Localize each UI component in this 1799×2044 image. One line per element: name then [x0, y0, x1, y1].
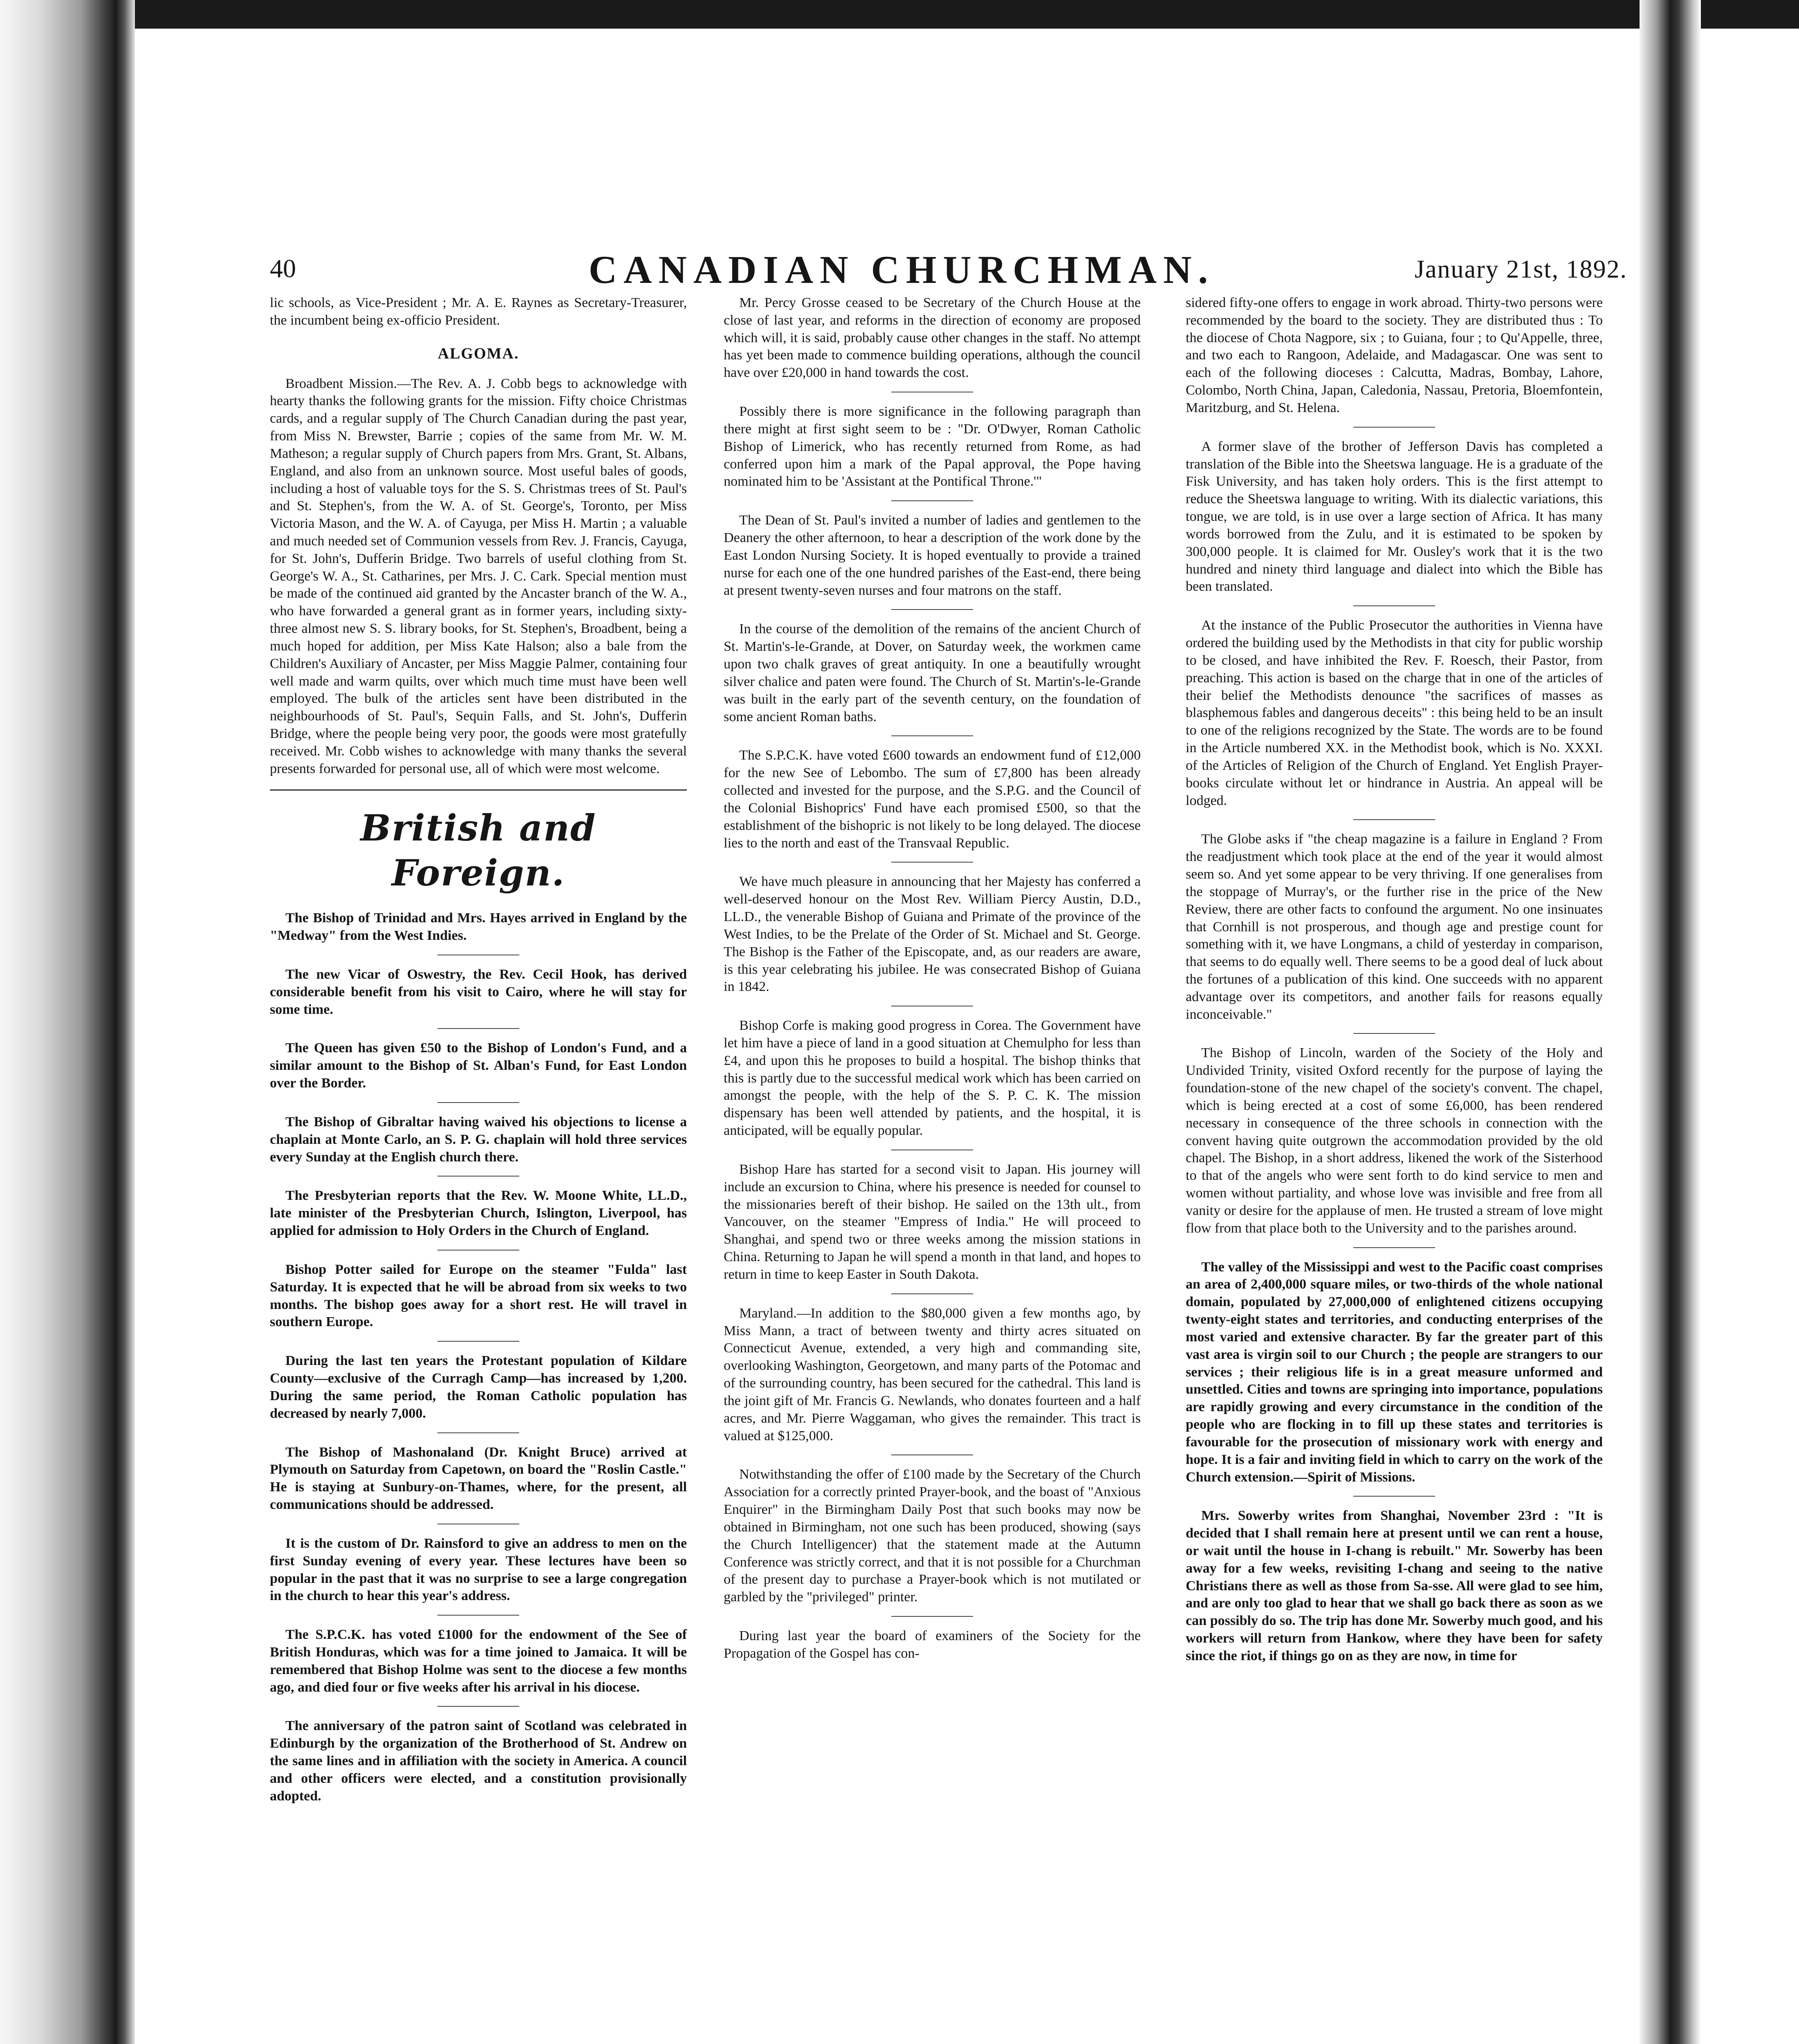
news-item: The anniversary of the patron saint of Scotland was celebrated in Edinburgh by the organization of the Brotherhood of St. Andrew on the same lines and in affiliation with the society in America. A council and other officers were elected, and a constitution provisionally adopted. [270, 1718, 687, 1804]
news-item: The Dean of St. Paul's invited a number of ladies and gentlemen to the Deanery the other afternoon, to hear a description of the work done by the East London Nursing Society. It is hoped eventually to provide a trained nurse for each one of the one hundred parishes of the East-end, there being at present twenty-seven nurses and four matrons on the staff. [724, 513, 1141, 598]
news-item: It is the custom of Dr. Rainsford to give an address to men on the first Sunday evening of every year. These lectures have been so popular in the past that it was no surprise to see a large congregation in the church to hear this year's address. [270, 1535, 687, 1604]
news-item: The Bishop of Trinidad and Mrs. Hayes arrived in England by the "Medway" from the West Indies. [270, 910, 687, 944]
news-item: Bishop Potter sailed for Europe on the steamer "Fulda" last Saturday. It is expected that he will be abroad from six weeks to two months. The bishop goes away for a short rest. He will travel in southern Europe. [270, 1262, 687, 1330]
news-item: sidered fifty-one offers to engage in work abroad. Thirty-two persons were recommended by the board to the society. They are distributed thus : To the diocese of Chota Nagpore, six ; to Guiana, four ; to Qu'Appelle, three, and two each to Rangoon, Adelaide, and Madagascar. One was sent to each of the following dioceses : Calcutta, Madras, Bombay, Lahore, Colombo, North China, Japan, Caledonia, Nassau, Pretoria, Bloemfontein, Maritzburg, and St. Helena. [1186, 295, 1603, 415]
item-divider [891, 609, 973, 610]
news-item: During last year the board of examiners of the Society for the Propagation of the Gospel has con- [724, 1628, 1141, 1661]
news-item: The Bishop of Gibraltar having waived his objections to license a chaplain at Monte Carlo, an S. P. G. chaplain will hold three services every Sunday at the English church there. [270, 1114, 687, 1165]
item-divider [891, 1293, 973, 1294]
news-item: At the instance of the Public Prosecutor the authorities in Vienna have ordered the building used by the Methodists in that city for public worship to be closed, and have inhibited the Rev. F. Roesch, their Pastor, from preaching. This action is based on the charge that in one of the articles of their belief the Methodists denounce "the sacrifices of masses as blasphemous fables and dangerous deceits" : this being held to be an insult to one of the religions recognized by the State. The words are to be found in the Article numbered XX. in the Methodist book, which is No. XXXI. of the Articles of Religion of the Church of England. Yet English Prayer-books circulate without let or hindrance in Austria. An appeal will be lodged. [1186, 618, 1603, 808]
news-item: The Globe asks if "the cheap magazine is a failure in England ? From the readjustment which took place at the end of the year it would almost seem so. And yet some appear to be very thriving. If one generalises from the stoppage of Murray's, or the further rise in the price of the New Review, there are other facts to confound the argument. No one insinuates that Cornhill is not prosperous, and though age and prestige count for something with it, we have Longmans, a child of yesterday in comparison, that seems to do equally well. There seems to be a good deal of luck about the fortunes of a publication of this kind. One succeeds with no apparent advantage over its competitors, and another fails for reasons equally inconceivable." [1186, 831, 1603, 1022]
right-binding-shadow [1640, 0, 1701, 2044]
algoma-heading: ALGOMA. [437, 345, 519, 362]
news-item: Maryland.—In addition to the $80,000 given a few months ago, by Miss Mann, a tract of between twenty and thirty acres situated on Connecticut Avenue, extended, a very high and commanding site, overlooking Washington, Georgetown, and many parts of the Potomac and of the surrounding country, has been secured for the cathedral. This land is the joint gift of Mr. Francis G. Newlands, who donates fourteen and a half acres, and Mr. Pierre Waggaman, who gives the remainder. This tract is valued at $125,000. [724, 1305, 1141, 1443]
news-item: The Presbyterian reports that the Rev. W. Moone White, LL.D., late minister of the Presbyterian Church, Islington, Liverpool, has applied for admission to Holy Orders in the Church of England. [270, 1188, 687, 1239]
item-divider [1353, 819, 1435, 820]
section-rule [270, 789, 687, 791]
british-foreign-items [270, 910, 687, 1805]
algoma-article: Broadbent Mission.—The Rev. A. J. Cobb begs to acknowledge with hearty thanks the following grants for the mission. Fifty choice Christmas cards, and a regular supply of The Church Canadian during the past year, from Miss N. Brewster, Barrie ; copies of the same from Mr. W. M. Matheson; a regular supply of Church papers from Mrs. Grant, St. Albans, England, and also from an unknown source. Most useful bales of goods, including a host of valuable toys for the S. S. Christmas trees of St. Paul's and St. Stephen's, from the W. A. of St. George's, Toronto, per Miss Victoria Mason, and the W. A. of Cayuga, per Miss H. Martin ; a valuable and much needed set of Communion vessels from Rev. J. Francis, Cayuga, for St. John's, Dufferin Bridge. Two barrels of useful clothing from St. George's W. A., St. Catharines, per Mrs. J. C. Cark. Special mention must be made of the continued aid granted by the Ancaster branch of the W. A., who have forwarded a general grant as in former years, including sixty-three almost new S. S. library books, for St. Stephen's, Broadbent, being a much hoped for addition, per Miss Kate Halson; also a bale from the Children's Auxiliary of Ancaster, per Miss Maggie Palmer, containing four well made and warm quilts, over which much time must have been well employed. The bulk of the articles sent have been distributed in the neighbourhoods of St. Paul's, Sequin Falls, and St. John's, Dufferin Bridge, where the people being very poor, the goods were most gratefully received. Mr. Cobb wishes to acknowledge with many thanks the several presents forwarded for personal use, all of which were most welcome. [270, 376, 687, 776]
item-divider [437, 1432, 519, 1433]
news-item: Bishop Hare has started for a second visit to Japan. His journey will include an excursion to China, where his presence is needed for counsel to the missionaries bereft of their bishop. He sailed on the 13th ult., from Vancouver, on the steamer "Empress of India." He will proceed to Shanghai, and spend two or three weeks among the mission stations in China. Returning to Japan he will spend a month in that land, and hopes to return in time to keep Easter in South Dakota. [724, 1161, 1141, 1282]
item-divider [1353, 427, 1435, 428]
item-divider [437, 1250, 519, 1251]
news-item: The S.P.C.K. has voted £1000 for the endowment of the See of British Honduras, which was for a time joined to Jamaica. It will be remembered that Bishop Holme was sent to the diocese a few months ago, and died four or five weeks after his arrival in his diocese. [270, 1627, 687, 1695]
column-3 [1186, 294, 1603, 1675]
column-1 [270, 294, 687, 1815]
left-binding-shadow [0, 0, 135, 2044]
item-divider [891, 500, 973, 501]
item-divider [891, 735, 973, 736]
item-divider [1353, 1247, 1435, 1248]
news-item: Bishop Corfe is making good progress in Corea. The Government have let him have a piece of land in a good situation at Chemulpho for less than £4, and upon this he proposes to build a hospital. The bishop thinks that this is partly due to the successful medical work which has been carried on amongst the people, with the help of the S. P. C. K. The mission dispensary has been well attended by patients, and the hospital, it is anticipated, will be equally popular. [724, 1018, 1141, 1139]
item-divider [891, 1616, 973, 1617]
item-divider [437, 1706, 519, 1707]
newspaper-title: CANADIAN CHURCHMAN. [588, 248, 1215, 291]
item-divider [1353, 1033, 1435, 1034]
item-divider [437, 1028, 519, 1029]
page-number: 40 [270, 254, 296, 283]
scan-top-edge [0, 0, 1799, 29]
item-divider [437, 1615, 519, 1616]
british-and-foreign-banner: British and Foreign. [360, 806, 597, 894]
opening-paragraph: lic schools, as Vice-President ; Mr. A. E. Raynes as Secretary-Treasurer, the incumbent being ex-officio President. [270, 295, 687, 328]
news-item: The new Vicar of Oswestry, the Rev. Cecil Hook, has derived considerable benefit from his visit to Cairo, where he will stay for some time. [270, 966, 687, 1017]
newspaper-page [270, 229, 1627, 2044]
news-item: Mrs. Sowerby writes from Shanghai, November 23rd : "It is decided that I shall remain here at present until we can rent a house, or wait until the house in I-chang is rebuilt." Mr. Sowerby has been away for a few weeks, revisiting I-chang and seeing to the native Christians there as well as those from Sa-sse. All were glad to see him, and are only too glad to hear that we shall go back there as soon as we can possibly do so. The trip has done Mr. Sowerby much good, and his workers will return from Hankow, where they have been for safety since the riot, if things go on as they are now, in time for [1186, 1508, 1603, 1663]
news-item: We have much pleasure in announcing that her Majesty has conferred a well-deserved honour on the Most Rev. William Piercy Austin, D.D., LL.D., the venerable Bishop of Guiana and Primate of the province of the West Indies, to be the Prelate of the Order of St. Michael and St. George. The Bishop is the Father of the Episcopate, and, as our readers are aware, is this year celebrating his jubilee. He was consecrated Bishop of Guiana in 1842. [724, 874, 1141, 995]
news-item: A former slave of the brother of Jefferson Davis has completed a translation of the Bible into the Sheetswa language. He is a graduate of the Fisk University, and has taken holy orders. This is the first attempt to reduce the Sheetswa language to writing. With its dialectic variations, this tongue, we are told, is in use over a large section of Africa. It has many words borrowed from the Zulu, and it is estimated to be spoken by 300,000 people. It is claimed for Mr. Ousley's work that it is the two hundred and ninety third language and dialect into which the Bible has been translated. [1186, 439, 1603, 594]
item-divider [437, 1341, 519, 1342]
news-item: Possibly there is more significance in the following paragraph than there might at first sight seem to be : "Dr. O'Dwyer, Roman Catholic Bishop of Limerick, who has recently returned from Rome, as had conferred upon him a mark of the Papal approval, the Pope having nominated him to be 'Assistant at the Pontifical Throne.'" [724, 404, 1141, 489]
news-item: In the course of the demolition of the remains of the ancient Church of St. Martin's-le-Grande, at Dover, on Saturday week, the workmen came upon two chalk graves of great antiquity. In one a beautifully wrought silver chalice and paten were found. The Church of St. Martin's-le-Grande was built in the early part of the seventh century, on the foundation of some ancient Roman baths. [724, 621, 1141, 724]
news-item: The Queen has given £50 to the Bishop of London's Fund, and a similar amount to the Bishop of St. Alban's Fund, for East London over the Border. [270, 1040, 687, 1091]
news-item: The valley of the Mississippi and west to the Pacific coast comprises an area of 2,400,000 square miles, or two-thirds of the whole national domain, populated by 27,000,000 of enlightened citizens occupying twenty-eight states and territories, and conducting enterprises of the most varied and extensive character. By far the greater part of this vast area is virgin soil to our Church ; the people are strangers to our services ; their religious life is in a great measure unformed and unsettled. Cities and towns are springing into importance, populations are rapidly growing and every circumstance in the condition of the people who are flocking in to fill up these states and territories is favourable for the prosecution of missionary work with energy and hope. It is a fair and inviting field in which to carry on the work of the Church extension.—Spirit of Missions. [1186, 1259, 1603, 1485]
column-2 [724, 294, 1141, 1672]
news-item: The Bishop of Mashonaland (Dr. Knight Bruce) arrived at Plymouth on Saturday from Capetown, on board the "Roslin Castle." He is staying at Sunbury-on-Thames, where, for the present, all communications should be addressed. [270, 1444, 687, 1513]
news-item: The Bishop of Lincoln, warden of the Society of the Holy and Undivided Trinity, visited Oxford recently for the purpose of laying the foundation-stone of the new chapel of the society's convent. The chapel, which is being erected at a cost of some £6,000, has been rendered necessary in consequence of the three schools in connection with the convent having quite outgrown the accommodation provided by the old chapel. The Bishop, in a short address, likened the work of the Sisterhood to that of the angels who were sent forth to do kind service to men and women without partiality, and whose love was invisible and free from all vanity or desire for the applause of men. He trusted a stream of love might flow from that place both to the University and to the parishes around. [1186, 1045, 1603, 1236]
news-item: Notwithstanding the offer of £100 made by the Secretary of the Church Association for a correctly printed Prayer-book, and the boast of "Anxious Enquirer" in the Birmingham Daily Post that such books may now be obtained in Birmingham, not one such has been produced, showing (says the Church Intelligencer) that the statement made at the Autumn Conference was strictly correct, and that it is not possible for a Churchman of the present day to purchase a Prayer-book which is not mutilated or garbled by the "privileged" printer. [724, 1467, 1141, 1605]
news-item: The S.P.C.K. have voted £600 towards an endowment fund of £12,000 for the new See of Lebombo. The sum of £7,800 has been already collected and invested for the purpose, and the S.P.G. and the Council of the Colonial Bishoprics' Fund have each promised £500, so that the establishment of the bishopric is not likely to be long delayed. The diocese lies to the north and east of the Transvaal Republic. [724, 748, 1141, 851]
news-item: Mr. Percy Grosse ceased to be Secretary of the Church House at the close of last year, and reforms in the direction of economy are proposed which will, it is said, probably cause other changes in the staff. No attempt has yet been made to commence building operations, although the council have over £20,000 in hand towards the cost. [724, 295, 1141, 381]
item-divider [1353, 605, 1435, 606]
issue-date: January 21st, 1892. [1414, 256, 1627, 283]
item-divider [1353, 1496, 1435, 1497]
item-divider [437, 1176, 519, 1177]
item-divider [437, 1102, 519, 1103]
news-item: During the last ten years the Protestant population of Kildare County—exclusive of the Curragh Camp—has increased by 1,200. During the same period, the Roman Catholic population has decreased by nearly 7,000. [270, 1353, 687, 1421]
item-divider [891, 862, 973, 863]
